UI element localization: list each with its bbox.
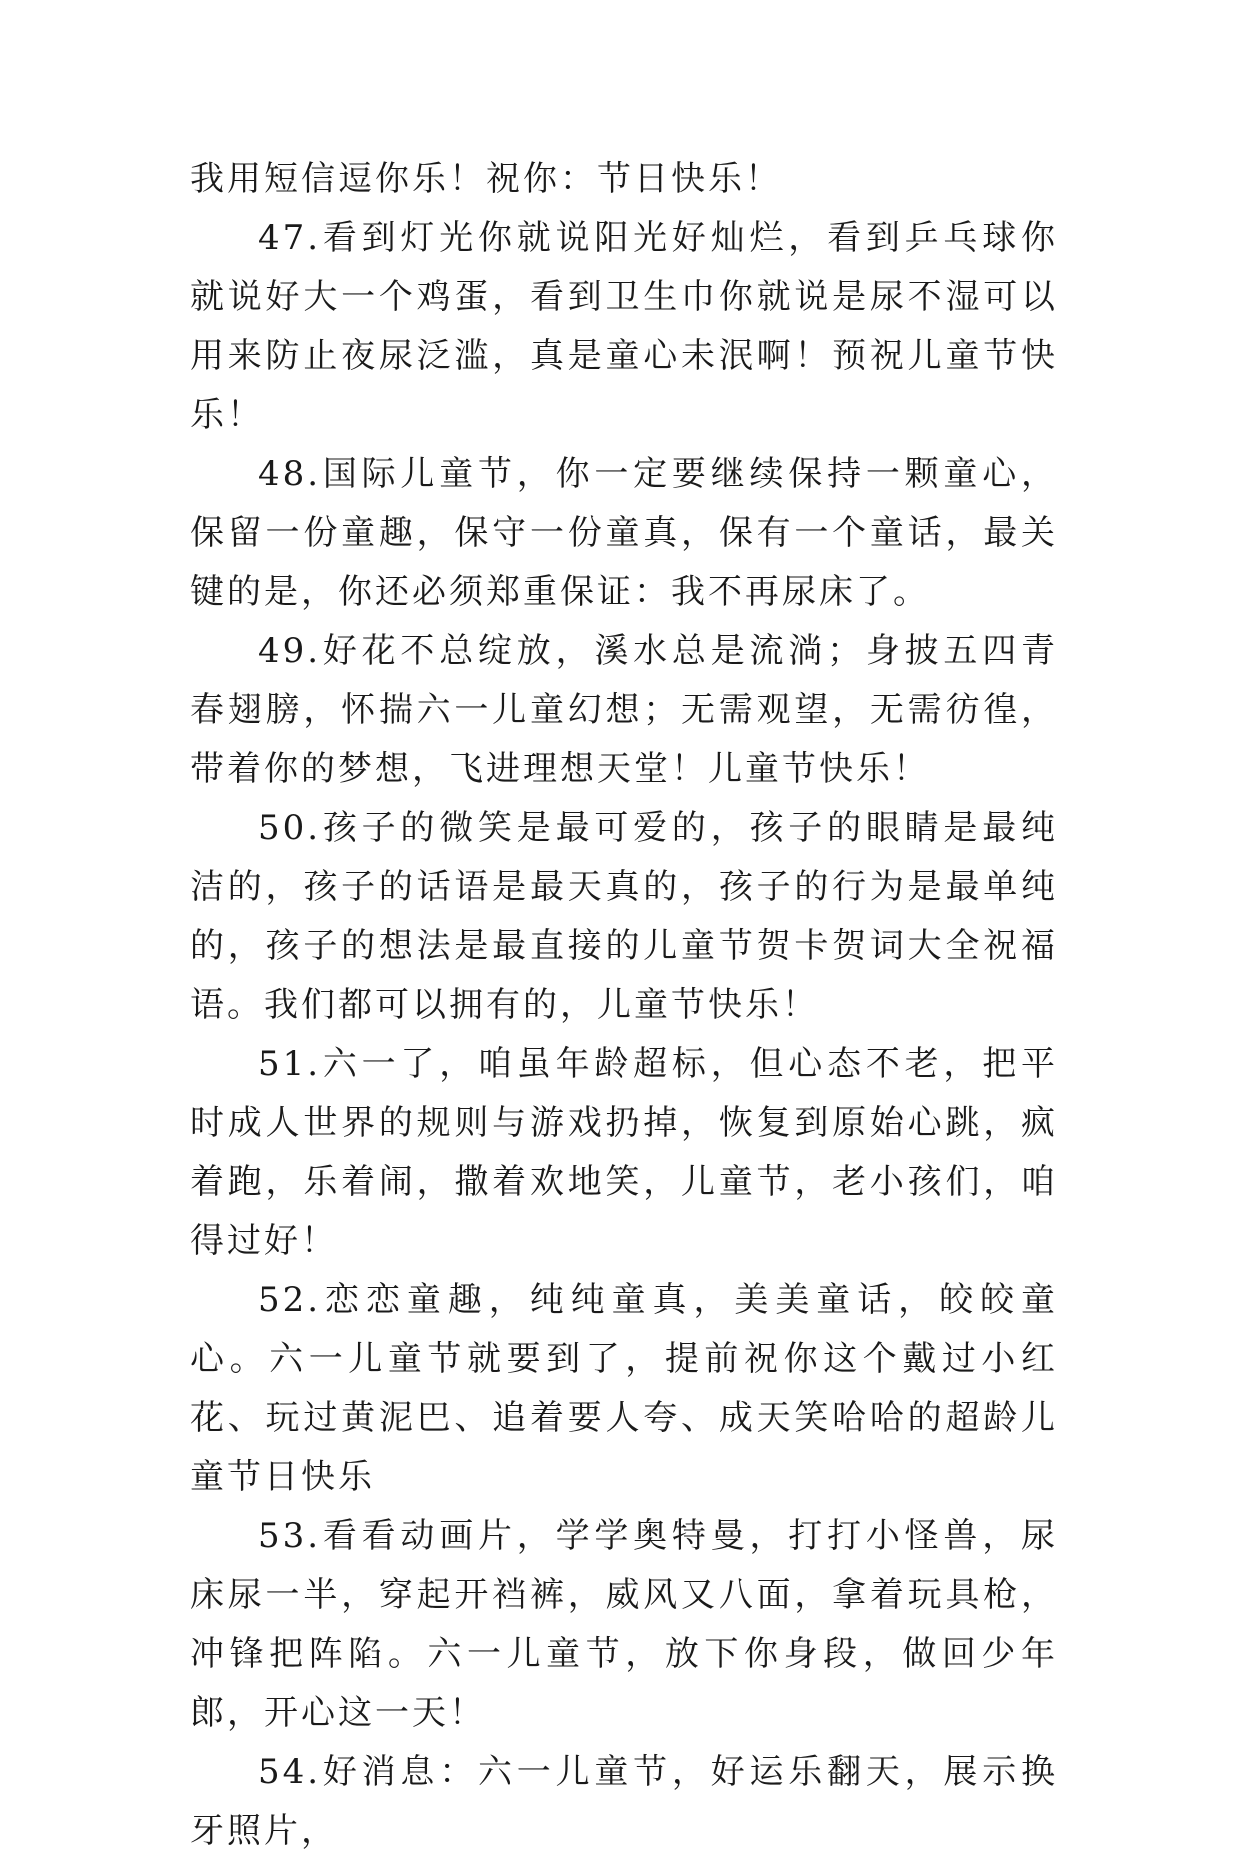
paragraph-continuation: 我用短信逗你乐！祝你：节日快乐！ [190,159,782,199]
paragraph-51: 51.六一了，咱虽年龄超标，但心态不老，把平时成人世界的规则与游戏扔掉，恢复到原始心跳，疯着跑，乐着闹，撒着欢地笑，儿童节，老小孩们，咱得过好！ [190,1044,1058,1261]
paragraph-54: 54.好消息：六一儿童节，好运乐翻天，展示换牙照片， [190,1752,1058,1851]
paragraph-53: 53.看看动画片，学学奥特曼，打打小怪兽，尿床尿一半，穿起开裆裤，威风又八面，拿着玩具枪，冲锋把阵陷。六一儿童节，放下你身段，做回少年郎，开心这一天！ [190,1516,1058,1733]
paragraph-48: 48.国际儿童节，你一定要继续保持一颗童心，保留一份童趣，保守一份童真，保有一个童话，最关键的是，你还必须郑重保证：我不再尿床了。 [190,454,1058,612]
paragraph-52: 52.恋恋童趣，纯纯童真，美美童话，皎皎童心。六一儿童节就要到了，提前祝你这个戴过小红花、玩过黄泥巴、追着要人夸、成天笑哈哈的超龄儿童节日快乐 [190,1280,1058,1497]
paragraph-50: 50.孩子的微笑是最可爱的，孩子的眼睛是最纯洁的，孩子的话语是最天真的，孩子的行为是最单纯的，孩子的想法是最直接的儿童节贺卡贺词大全祝福语。我们都可以拥有的，儿童节快乐！ [190,808,1058,1025]
document-body [190,150,1058,1861]
paragraph-47: 47.看到灯光你就说阳光好灿烂，看到乒乓球你就说好大一个鸡蛋，看到卫生巾你就说是尿不湿可以用来防止夜尿泛滥，真是童心未泯啊！预祝儿童节快乐！ [190,218,1058,435]
paragraph-49: 49.好花不总绽放，溪水总是流淌；身披五四青春翅膀，怀揣六一儿童幻想；无需观望，无需彷徨，带着你的梦想，飞进理想天堂！儿童节快乐！ [190,631,1058,789]
